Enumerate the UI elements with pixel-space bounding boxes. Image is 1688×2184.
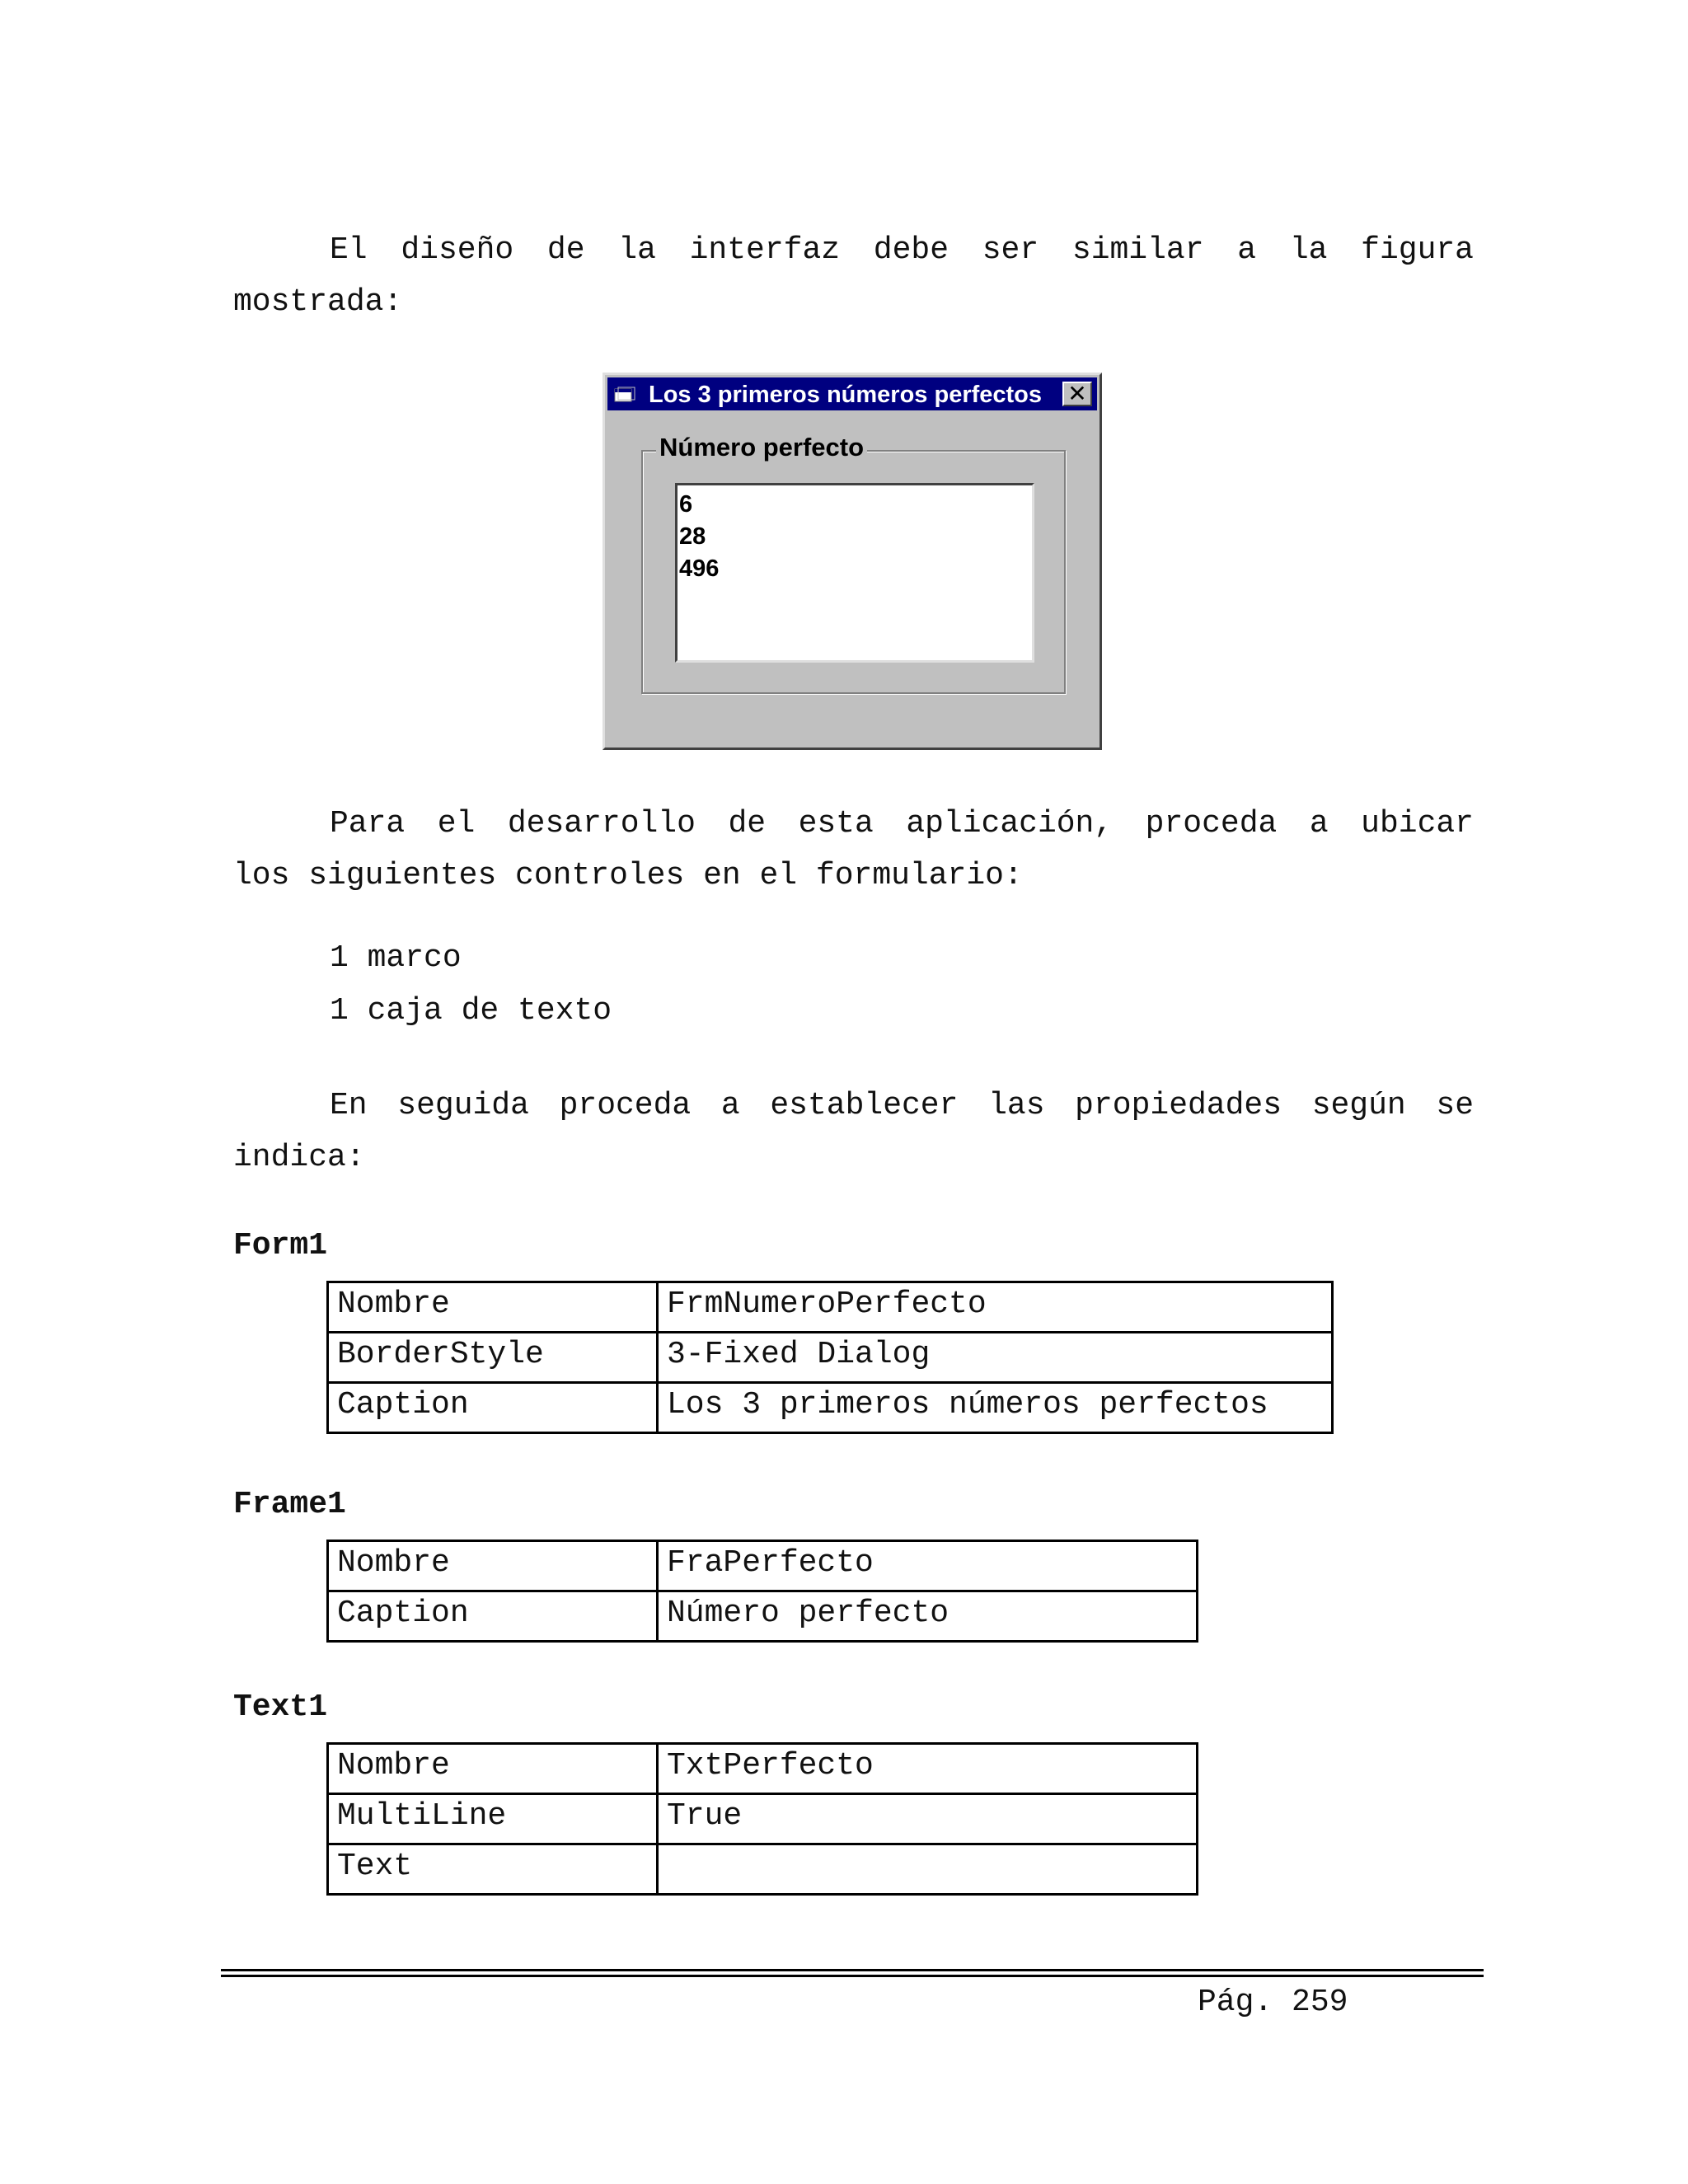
text1-heading: Text1 — [233, 1690, 328, 1725]
property-value: Los 3 primeros números perfectos — [658, 1383, 1333, 1433]
intro-paragraph — [233, 224, 1474, 328]
property-name: Text — [328, 1844, 658, 1895]
form-app-icon — [614, 387, 635, 403]
intro-line-2: mostrada: — [233, 284, 403, 320]
property-value — [658, 1844, 1198, 1895]
table-row — [328, 1383, 1333, 1433]
page-number: Pág. 259 — [1198, 1985, 1348, 2020]
dialog-titlebar — [607, 377, 1097, 410]
para-properties — [233, 1080, 1474, 1183]
close-button[interactable] — [1062, 382, 1092, 406]
footer-rule-bottom — [221, 1975, 1484, 1977]
property-name: Nombre — [328, 1282, 658, 1333]
frame1-heading: Frame1 — [233, 1487, 346, 1522]
form1-properties-table — [326, 1281, 1334, 1434]
property-name: MultiLine — [328, 1794, 658, 1844]
perfect-numbers-textbox[interactable] — [675, 483, 1034, 663]
close-icon: ✕ — [1067, 380, 1087, 407]
property-value: FraPerfecto — [658, 1541, 1198, 1591]
property-name: Caption — [328, 1383, 658, 1433]
footer-rule-top — [221, 1969, 1484, 1971]
frame-caption: Número perfecto — [656, 433, 867, 462]
property-value: True — [658, 1794, 1198, 1844]
property-value: TxtPerfecto — [658, 1744, 1198, 1794]
property-name: Nombre — [328, 1541, 658, 1591]
textbox-line: 28 — [679, 523, 706, 550]
para3-line-2: indica: — [233, 1140, 365, 1175]
property-name: Nombre — [328, 1744, 658, 1794]
para3-line-1: En seguida proceda a establecer las propiedades según se — [330, 1088, 1474, 1123]
dialog-title: Los 3 primeros números perfectos — [649, 382, 1043, 408]
para-development — [233, 798, 1474, 902]
control-item: 1 caja de texto — [330, 993, 612, 1029]
property-value: FrmNumeroPerfecto — [658, 1282, 1333, 1333]
table-row — [328, 1591, 1198, 1642]
table-row — [328, 1744, 1198, 1794]
dialog-window — [603, 373, 1102, 750]
property-name: BorderStyle — [328, 1333, 658, 1383]
property-value: 3-Fixed Dialog — [658, 1333, 1333, 1383]
text1-properties-table — [326, 1742, 1198, 1896]
textbox-line: 6 — [679, 491, 693, 518]
textbox-line: 496 — [679, 555, 720, 582]
frame1-properties-table — [326, 1540, 1198, 1643]
table-row — [328, 1541, 1198, 1591]
intro-line-1: El diseño de la interfaz debe ser similar a la figura — [330, 232, 1474, 268]
table-row — [328, 1794, 1198, 1844]
control-item: 1 marco — [330, 940, 462, 976]
property-value: Número perfecto — [658, 1591, 1198, 1642]
table-row — [328, 1844, 1198, 1895]
table-row — [328, 1282, 1333, 1333]
para2-line-1: Para el desarrollo de esta aplicación, proceda a ubicar — [330, 806, 1474, 841]
para2-line-2: los siguientes controles en el formulario: — [233, 858, 1023, 893]
property-name: Caption — [328, 1591, 658, 1642]
form1-heading: Form1 — [233, 1228, 328, 1263]
table-row — [328, 1333, 1333, 1383]
